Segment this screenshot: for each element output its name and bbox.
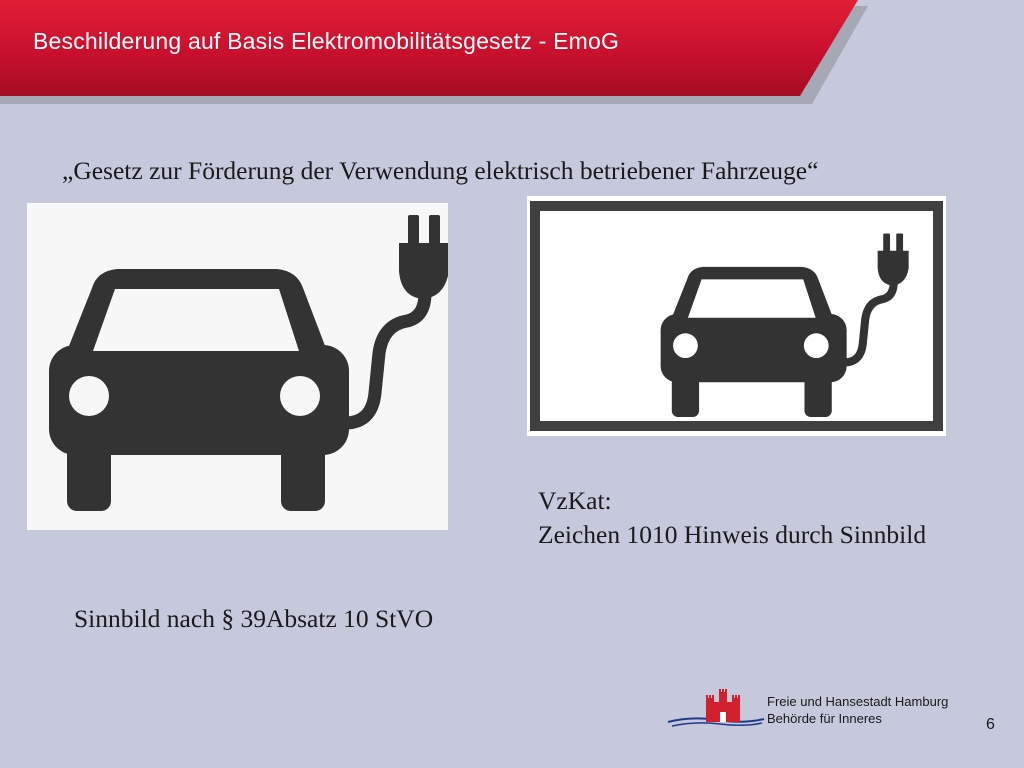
vzkat-description — [538, 484, 926, 552]
hamburg-castle-icon — [666, 686, 766, 734]
title-banner — [0, 0, 870, 110]
vzkat-label: VzKat: — [538, 486, 612, 515]
slide-title: Beschilderung auf Basis Elektromobilitätsgesetz - EmoG — [33, 28, 620, 54]
sinnbild-caption: Sinnbild nach § 39Absatz 10 StVO — [74, 604, 434, 633]
org-line-authority: Behörde für Inneres — [767, 711, 882, 726]
electric-car-icon — [527, 196, 946, 436]
banner-shape — [0, 0, 870, 110]
vzkat-sign-name: Zeichen 1010 Hinweis durch Sinnbild — [538, 520, 927, 549]
org-line-city: Freie und Hansestadt Hamburg — [767, 694, 949, 709]
law-subtitle: „Gesetz zur Förderung der Verwendung elektrisch betriebener Fahrzeuge“ — [62, 156, 819, 185]
electric-car-sign-large — [27, 203, 448, 530]
page-number: 6 — [986, 716, 995, 733]
electric-car-icon — [27, 203, 448, 530]
hamburg-logo — [666, 686, 766, 734]
organization-name — [767, 693, 948, 727]
electric-car-sign-small — [527, 196, 946, 436]
